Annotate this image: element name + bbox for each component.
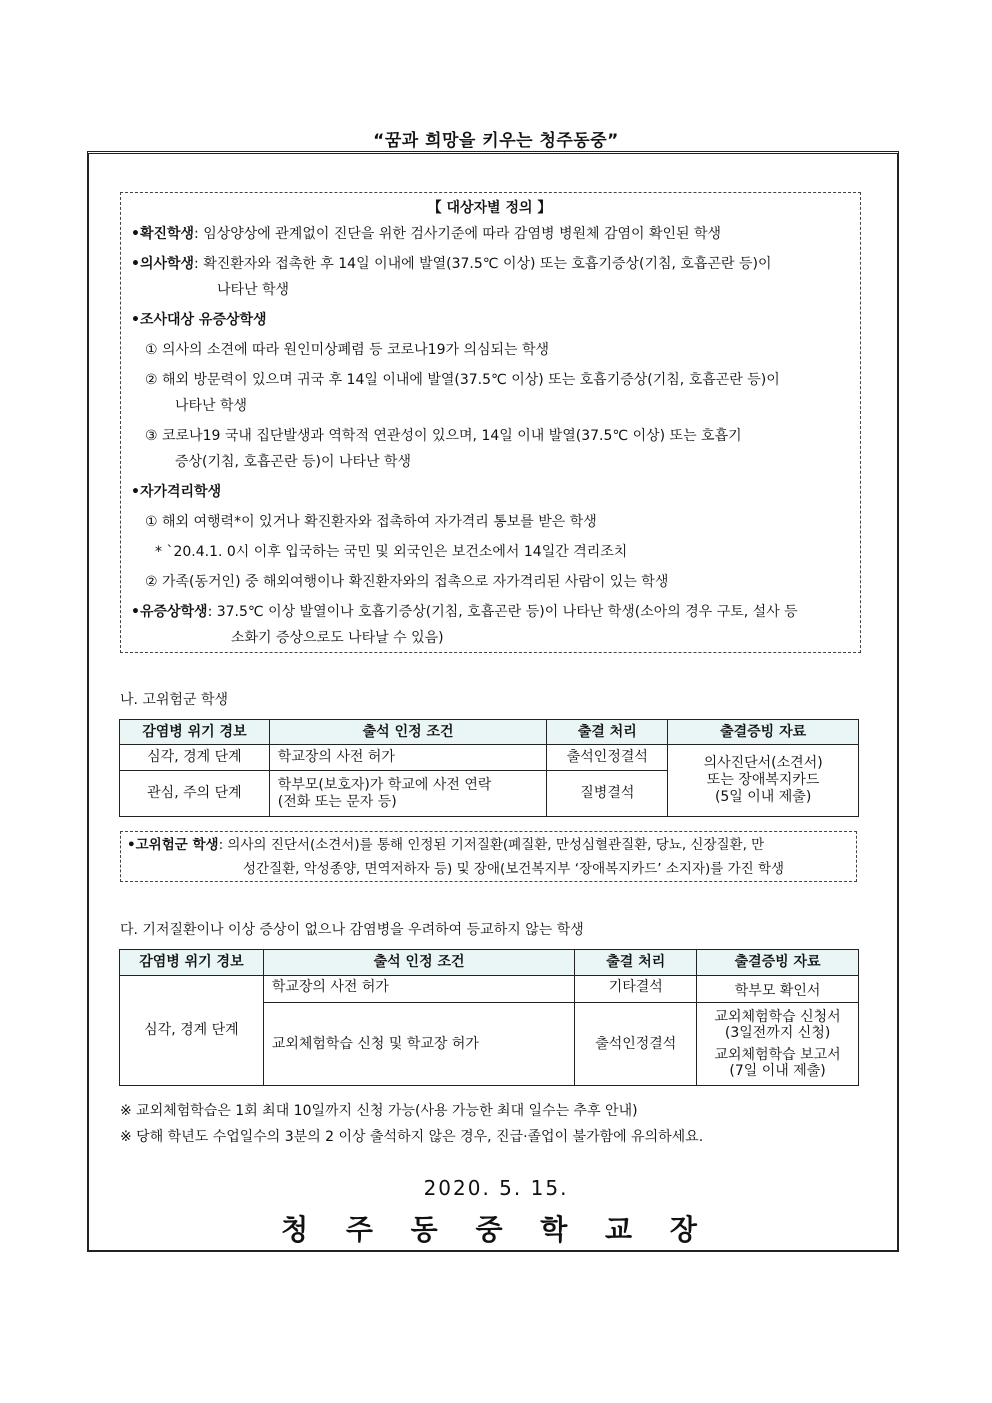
cell-condition: 학교장의 사전 허가 xyxy=(263,976,575,1003)
cell-stage: 관심, 주의 단계 xyxy=(120,771,270,817)
def-confirmed-label: •확진학생 xyxy=(131,226,195,242)
inv-item-1: ① 의사의 소견에 따라 원인미상폐렴 등 코로나19가 의심되는 학생 xyxy=(145,342,550,358)
def-symptom-label: •유증상학생 xyxy=(131,604,208,620)
evidence-line: (7일 이내 제출) xyxy=(729,1063,826,1079)
risk-cont: 성간질환, 악성종양, 면역저하자 등) 및 장애(보건복지부 ‘장애복지카드’ 소지자)를 가진 학생 xyxy=(243,861,785,877)
th-evidence: 출결증빙 자료 xyxy=(697,950,859,976)
evidence-line: 또는 장애복지카드 xyxy=(706,772,820,788)
q-note: * `20.4.1. 0시 이후 입국하는 국민 및 외국인은 보건소에서 14일간 격리조치 xyxy=(155,544,628,560)
cell-evidence xyxy=(697,1003,859,1086)
evidence-line: (5일 이내 제출) xyxy=(714,789,812,805)
no-condition-table xyxy=(119,949,859,1086)
def-suspected-text: : 확진환자와 접촉한 후 14일 이내에 발열(37.5℃ 이상) 또는 호흡기증상(기침, 호흡곤란 등)이 xyxy=(194,256,772,272)
high-risk-table xyxy=(119,719,859,817)
definitions-box xyxy=(120,192,861,653)
issue-date: 2020. 5. 15. xyxy=(423,1176,569,1200)
cell-evidence xyxy=(668,745,859,817)
def-symptom-cont: 소화기 증상으로도 나타날 수 있음) xyxy=(231,630,444,646)
inv-item-3-cont: 증상(기침, 호흡곤란 등)이 나타난 학생 xyxy=(175,454,412,470)
condition-line: 학부모(보호자)가 학교에 사전 연락 xyxy=(277,776,492,793)
cell-processing: 기타결석 xyxy=(575,976,697,1003)
section-c-heading: 다. 기저질환이나 이상 증상이 없으나 감염병을 우려하여 등교하지 않는 학생 xyxy=(120,922,584,938)
def-confirmed-text: : 임상양상에 관계없이 진단을 위한 검사기준에 따라 감염병 병원체 감염이 확인된 학생 xyxy=(194,226,722,242)
def-suspected-cont: 나타난 학생 xyxy=(217,282,290,298)
def-quarantine-label: •자가격리학생 xyxy=(131,484,222,500)
slogan: “꿈과 희망을 키우는 청주동중” xyxy=(373,131,619,151)
th-alert: 감염병 위기 경보 xyxy=(120,950,264,976)
definitions-title: 【 대상자별 정의 】 xyxy=(427,200,552,216)
condition-line: (전화 또는 문자 등) xyxy=(277,793,397,810)
section-b-heading: 나. 고위험군 학생 xyxy=(120,692,229,708)
def-confirmed xyxy=(131,221,848,247)
def-suspected-label: •의사학생 xyxy=(131,256,195,272)
high-risk-definition-box xyxy=(120,831,857,882)
th-alert: 감염병 위기 경보 xyxy=(120,720,270,745)
cell-stage: 심각, 경계 단계 xyxy=(120,745,270,771)
signer: 청 주 동 중 학 교 장 xyxy=(281,1213,711,1246)
risk-label: •고위험군 학생 xyxy=(127,837,219,853)
cell-processing: 질병결석 xyxy=(547,771,668,817)
evidence-line: 교외체험학습 보고서 xyxy=(714,1047,841,1063)
cell-processing: 출석인정결석 xyxy=(547,745,668,771)
inv-item-2: ② 해외 방문력이 있으며 귀국 후 14일 이내에 발열(37.5℃ 이상) 또는 호흡기증상(기침, 호흡곤란 등)이 xyxy=(145,372,780,388)
evidence-line: 의사진단서(소견서) xyxy=(703,755,823,771)
cell-processing: 출석인정결석 xyxy=(575,1003,697,1086)
risk-line xyxy=(127,833,848,857)
cell-evidence: 학부모 확인서 xyxy=(697,976,859,1003)
note-1: ※ 교외체험학습은 1회 최대 10일까지 신청 가능(사용 가능한 최대 일수는 추후 안내) xyxy=(120,1103,638,1119)
evidence-line: 교외체험학습 신청서 xyxy=(714,1009,841,1025)
th-processing: 출결 처리 xyxy=(575,950,697,976)
q-item-2: ② 가족(동거인) 중 해외여행이나 확진환자와의 접촉으로 자가격리된 사람이 있는 학생 xyxy=(145,574,669,590)
cell-condition: 교외체험학습 신청 및 학교장 허가 xyxy=(263,1003,575,1086)
inv-item-3: ③ 코로나19 국내 집단발생과 역학적 연관성이 있으며, 14일 이내 발열(37.5℃ 이상) 또는 호흡기 xyxy=(145,428,742,444)
risk-text: : 의사의 진단서(소견서)를 통해 인정된 기저질환(폐질환, 만성심혈관질환, 당뇨, 신장질환, 만 xyxy=(218,837,765,853)
def-symptom xyxy=(131,599,848,625)
th-evidence: 출결증빙 자료 xyxy=(668,720,859,745)
th-condition: 출석 인정 조건 xyxy=(263,950,575,976)
q-item-1: ① 해외 여행력*이 있거나 확진환자와 접촉하여 자가격리 통보를 받은 학생 xyxy=(145,514,597,530)
def-suspected xyxy=(131,251,848,277)
def-symptom-text: : 37.5℃ 이상 발열이나 호흡기증상(기침, 호흡곤란 등)이 나타난 학생(소아의 경우 구토, 설사 등 xyxy=(207,604,798,620)
cell-condition xyxy=(269,771,547,817)
th-processing: 출결 처리 xyxy=(547,720,668,745)
th-condition: 출석 인정 조건 xyxy=(269,720,547,745)
note-2: ※ 당해 학년도 수업일수의 3분의 2 이상 출석하지 않은 경우, 진급·졸업이 불가함에 유의하세요. xyxy=(120,1129,704,1145)
def-investigation-label: •조사대상 유증상학생 xyxy=(131,312,267,328)
evidence-line: (3일전까지 신청) xyxy=(724,1025,831,1041)
inv-item-2-cont: 나타난 학생 xyxy=(175,398,248,414)
cell-condition: 학교장의 사전 허가 xyxy=(269,745,547,771)
cell-stage: 심각, 경계 단계 xyxy=(120,976,264,1086)
